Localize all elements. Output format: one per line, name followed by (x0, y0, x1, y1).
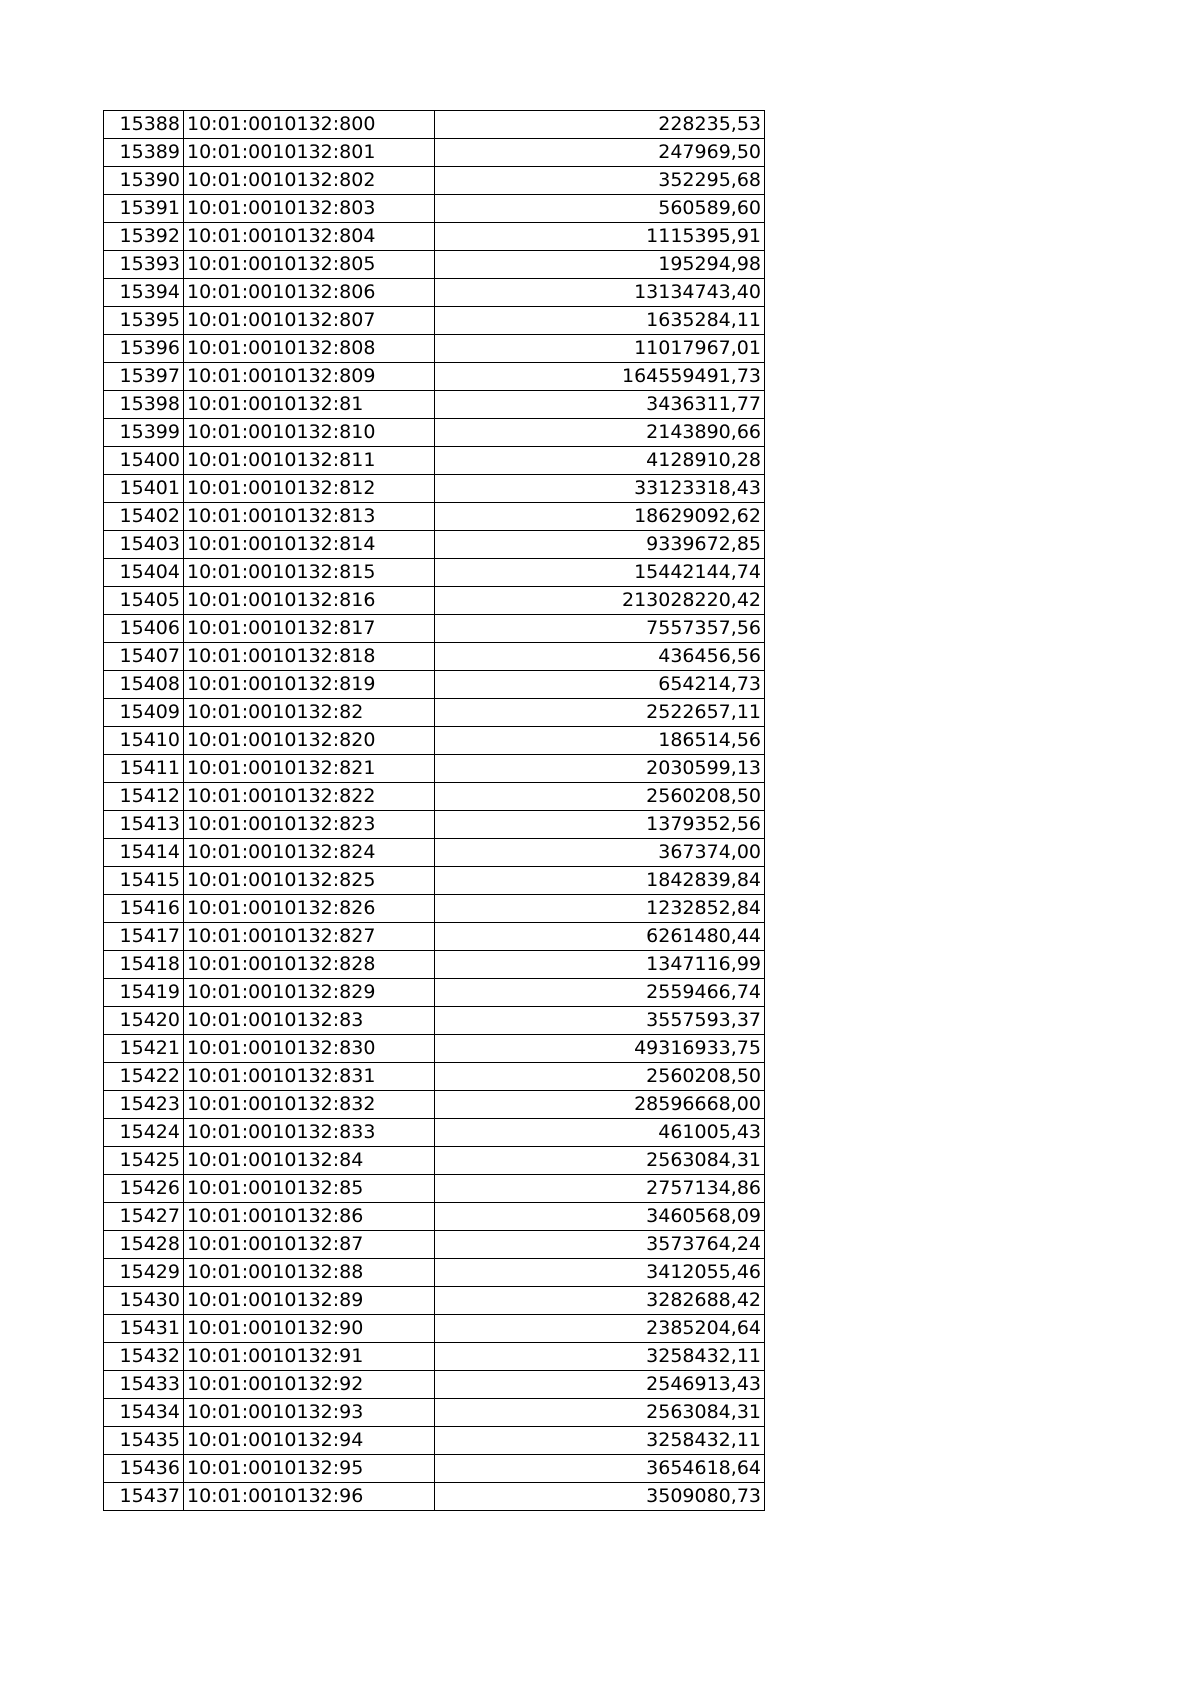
table-row (104, 923, 765, 951)
cadastral-value-cell: 2560208,50 (435, 783, 765, 811)
table-row (104, 447, 765, 475)
table-row (104, 195, 765, 223)
cadastral-number-cell: 10:01:0010132:85 (184, 1175, 435, 1203)
row-number-cell: 15394 (104, 279, 184, 307)
cadastral-number-cell: 10:01:0010132:828 (184, 951, 435, 979)
row-number-cell: 15400 (104, 447, 184, 475)
cadastral-value-cell: 1347116,99 (435, 951, 765, 979)
row-number-cell: 15432 (104, 1343, 184, 1371)
row-number-cell: 15435 (104, 1427, 184, 1455)
row-number-cell: 15421 (104, 1035, 184, 1063)
table-row (104, 1147, 765, 1175)
cadastral-number-cell: 10:01:0010132:826 (184, 895, 435, 923)
cadastral-value-cell: 1115395,91 (435, 223, 765, 251)
cadastral-number-cell: 10:01:0010132:803 (184, 195, 435, 223)
cadastral-value-cell: 1635284,11 (435, 307, 765, 335)
row-number-cell: 15422 (104, 1063, 184, 1091)
row-number-cell: 15429 (104, 1259, 184, 1287)
cadastral-number-cell: 10:01:0010132:822 (184, 783, 435, 811)
cadastral-value-cell: 436456,56 (435, 643, 765, 671)
row-number-cell: 15437 (104, 1483, 184, 1511)
table-row (104, 643, 765, 671)
cadastral-number-cell: 10:01:0010132:806 (184, 279, 435, 307)
cadastral-number-cell: 10:01:0010132:819 (184, 671, 435, 699)
table-row (104, 111, 765, 139)
cadastral-number-cell: 10:01:0010132:92 (184, 1371, 435, 1399)
table-row (104, 531, 765, 559)
row-number-cell: 15414 (104, 839, 184, 867)
cadastral-number-cell: 10:01:0010132:831 (184, 1063, 435, 1091)
cadastral-number-cell: 10:01:0010132:821 (184, 755, 435, 783)
cadastral-value-cell: 49316933,75 (435, 1035, 765, 1063)
cadastral-number-cell: 10:01:0010132:801 (184, 139, 435, 167)
table-row (104, 755, 765, 783)
cadastral-number-cell: 10:01:0010132:815 (184, 559, 435, 587)
table-row (104, 1203, 765, 1231)
cadastral-number-cell: 10:01:0010132:812 (184, 475, 435, 503)
row-number-cell: 15398 (104, 391, 184, 419)
cadastral-number-cell: 10:01:0010132:804 (184, 223, 435, 251)
cadastral-value-cell: 3258432,11 (435, 1427, 765, 1455)
table-row (104, 419, 765, 447)
cadastral-number-cell: 10:01:0010132:832 (184, 1091, 435, 1119)
cadastral-value-cell: 2522657,11 (435, 699, 765, 727)
row-number-cell: 15426 (104, 1175, 184, 1203)
cadastral-number-cell: 10:01:0010132:824 (184, 839, 435, 867)
table-row (104, 783, 765, 811)
row-number-cell: 15416 (104, 895, 184, 923)
table-row (104, 867, 765, 895)
cadastral-value-cell: 15442144,74 (435, 559, 765, 587)
cadastral-value-cell: 247969,50 (435, 139, 765, 167)
cadastral-number-cell: 10:01:0010132:827 (184, 923, 435, 951)
table-row (104, 671, 765, 699)
table-row (104, 1455, 765, 1483)
cadastral-value-cell: 195294,98 (435, 251, 765, 279)
cadastral-value-cell: 3412055,46 (435, 1259, 765, 1287)
row-number-cell: 15423 (104, 1091, 184, 1119)
cadastral-number-cell: 10:01:0010132:833 (184, 1119, 435, 1147)
cadastral-value-cell: 367374,00 (435, 839, 765, 867)
table-row (104, 1259, 765, 1287)
row-number-cell: 15409 (104, 699, 184, 727)
cadastral-value-table (103, 110, 765, 1511)
cadastral-value-cell: 186514,56 (435, 727, 765, 755)
row-number-cell: 15436 (104, 1455, 184, 1483)
row-number-cell: 15401 (104, 475, 184, 503)
cadastral-value-cell: 228235,53 (435, 111, 765, 139)
row-number-cell: 15406 (104, 615, 184, 643)
cadastral-number-cell: 10:01:0010132:95 (184, 1455, 435, 1483)
cadastral-value-cell: 3557593,37 (435, 1007, 765, 1035)
cadastral-number-cell: 10:01:0010132:811 (184, 447, 435, 475)
row-number-cell: 15403 (104, 531, 184, 559)
row-number-cell: 15428 (104, 1231, 184, 1259)
table-row (104, 223, 765, 251)
cadastral-value-cell: 2559466,74 (435, 979, 765, 1007)
cadastral-value-cell: 2385204,64 (435, 1315, 765, 1343)
cadastral-number-cell: 10:01:0010132:800 (184, 111, 435, 139)
row-number-cell: 15395 (104, 307, 184, 335)
table-row (104, 251, 765, 279)
cadastral-number-cell: 10:01:0010132:82 (184, 699, 435, 727)
table-body (104, 111, 765, 1511)
cadastral-value-cell: 2546913,43 (435, 1371, 765, 1399)
row-number-cell: 15405 (104, 587, 184, 615)
table-row (104, 279, 765, 307)
table-row (104, 951, 765, 979)
row-number-cell: 15431 (104, 1315, 184, 1343)
row-number-cell: 15418 (104, 951, 184, 979)
row-number-cell: 15407 (104, 643, 184, 671)
cadastral-value-cell: 2560208,50 (435, 1063, 765, 1091)
table-row (104, 1119, 765, 1147)
cadastral-number-cell: 10:01:0010132:89 (184, 1287, 435, 1315)
row-number-cell: 15430 (104, 1287, 184, 1315)
cadastral-value-cell: 3654618,64 (435, 1455, 765, 1483)
cadastral-number-cell: 10:01:0010132:94 (184, 1427, 435, 1455)
table-row (104, 1231, 765, 1259)
row-number-cell: 15391 (104, 195, 184, 223)
table-row (104, 503, 765, 531)
row-number-cell: 15396 (104, 335, 184, 363)
cadastral-value-cell: 3509080,73 (435, 1483, 765, 1511)
cadastral-number-cell: 10:01:0010132:802 (184, 167, 435, 195)
table-row (104, 1427, 765, 1455)
table-row (104, 1343, 765, 1371)
row-number-cell: 15413 (104, 811, 184, 839)
cadastral-value-cell: 164559491,73 (435, 363, 765, 391)
row-number-cell: 15388 (104, 111, 184, 139)
row-number-cell: 15402 (104, 503, 184, 531)
row-number-cell: 15397 (104, 363, 184, 391)
table-row (104, 615, 765, 643)
cadastral-value-cell: 1379352,56 (435, 811, 765, 839)
table-row (104, 699, 765, 727)
cadastral-value-cell: 13134743,40 (435, 279, 765, 307)
cadastral-value-cell: 28596668,00 (435, 1091, 765, 1119)
table-row (104, 559, 765, 587)
table-row (104, 839, 765, 867)
cadastral-number-cell: 10:01:0010132:84 (184, 1147, 435, 1175)
cadastral-number-cell: 10:01:0010132:829 (184, 979, 435, 1007)
table-row (104, 1371, 765, 1399)
table-row (104, 727, 765, 755)
table-row (104, 307, 765, 335)
cadastral-number-cell: 10:01:0010132:830 (184, 1035, 435, 1063)
cadastral-number-cell: 10:01:0010132:807 (184, 307, 435, 335)
row-number-cell: 15417 (104, 923, 184, 951)
cadastral-number-cell: 10:01:0010132:808 (184, 335, 435, 363)
cadastral-number-cell: 10:01:0010132:814 (184, 531, 435, 559)
table-row (104, 1063, 765, 1091)
table-row (104, 979, 765, 1007)
cadastral-value-cell: 3282688,42 (435, 1287, 765, 1315)
cadastral-value-cell: 18629092,62 (435, 503, 765, 531)
row-number-cell: 15410 (104, 727, 184, 755)
row-number-cell: 15393 (104, 251, 184, 279)
cadastral-value-cell: 2757134,86 (435, 1175, 765, 1203)
cadastral-number-cell: 10:01:0010132:820 (184, 727, 435, 755)
table-row (104, 1399, 765, 1427)
table-row (104, 363, 765, 391)
cadastral-value-cell: 4128910,28 (435, 447, 765, 475)
cadastral-number-cell: 10:01:0010132:86 (184, 1203, 435, 1231)
table-row (104, 139, 765, 167)
cadastral-number-cell: 10:01:0010132:813 (184, 503, 435, 531)
cadastral-value-cell: 560589,60 (435, 195, 765, 223)
table-row (104, 1315, 765, 1343)
cadastral-number-cell: 10:01:0010132:816 (184, 587, 435, 615)
cadastral-value-cell: 1842839,84 (435, 867, 765, 895)
row-number-cell: 15433 (104, 1371, 184, 1399)
cadastral-number-cell: 10:01:0010132:83 (184, 1007, 435, 1035)
row-number-cell: 15389 (104, 139, 184, 167)
cadastral-number-cell: 10:01:0010132:87 (184, 1231, 435, 1259)
cadastral-number-cell: 10:01:0010132:81 (184, 391, 435, 419)
row-number-cell: 15415 (104, 867, 184, 895)
row-number-cell: 15424 (104, 1119, 184, 1147)
table-row (104, 895, 765, 923)
row-number-cell: 15420 (104, 1007, 184, 1035)
cadastral-number-cell: 10:01:0010132:823 (184, 811, 435, 839)
cadastral-value-cell: 3258432,11 (435, 1343, 765, 1371)
cadastral-value-cell: 461005,43 (435, 1119, 765, 1147)
table-row (104, 167, 765, 195)
row-number-cell: 15390 (104, 167, 184, 195)
cadastral-number-cell: 10:01:0010132:91 (184, 1343, 435, 1371)
cadastral-value-cell: 213028220,42 (435, 587, 765, 615)
cadastral-value-cell: 2030599,13 (435, 755, 765, 783)
cadastral-number-cell: 10:01:0010132:93 (184, 1399, 435, 1427)
table-row (104, 475, 765, 503)
row-number-cell: 15399 (104, 419, 184, 447)
cadastral-value-cell: 2563084,31 (435, 1147, 765, 1175)
cadastral-value-cell: 3460568,09 (435, 1203, 765, 1231)
table-row (104, 391, 765, 419)
cadastral-value-cell: 9339672,85 (435, 531, 765, 559)
table-row (104, 335, 765, 363)
cadastral-value-cell: 6261480,44 (435, 923, 765, 951)
cadastral-number-cell: 10:01:0010132:817 (184, 615, 435, 643)
table-row (104, 1091, 765, 1119)
cadastral-number-cell: 10:01:0010132:90 (184, 1315, 435, 1343)
table-row (104, 1035, 765, 1063)
cadastral-number-cell: 10:01:0010132:810 (184, 419, 435, 447)
table-row (104, 1287, 765, 1315)
row-number-cell: 15408 (104, 671, 184, 699)
cadastral-value-cell: 654214,73 (435, 671, 765, 699)
row-number-cell: 15404 (104, 559, 184, 587)
cadastral-value-cell: 3436311,77 (435, 391, 765, 419)
row-number-cell: 15411 (104, 755, 184, 783)
row-number-cell: 15434 (104, 1399, 184, 1427)
cadastral-number-cell: 10:01:0010132:805 (184, 251, 435, 279)
cadastral-value-cell: 11017967,01 (435, 335, 765, 363)
cadastral-number-cell: 10:01:0010132:96 (184, 1483, 435, 1511)
cadastral-value-cell: 33123318,43 (435, 475, 765, 503)
row-number-cell: 15419 (104, 979, 184, 1007)
cadastral-number-cell: 10:01:0010132:825 (184, 867, 435, 895)
cadastral-value-cell: 7557357,56 (435, 615, 765, 643)
row-number-cell: 15427 (104, 1203, 184, 1231)
row-number-cell: 15412 (104, 783, 184, 811)
row-number-cell: 15425 (104, 1147, 184, 1175)
cadastral-number-cell: 10:01:0010132:809 (184, 363, 435, 391)
cadastral-number-cell: 10:01:0010132:88 (184, 1259, 435, 1287)
cadastral-number-cell: 10:01:0010132:818 (184, 643, 435, 671)
table-row (104, 1007, 765, 1035)
cadastral-value-cell: 2563084,31 (435, 1399, 765, 1427)
cadastral-value-cell: 352295,68 (435, 167, 765, 195)
cadastral-value-cell: 1232852,84 (435, 895, 765, 923)
table-row (104, 1175, 765, 1203)
table-row (104, 587, 765, 615)
table-row (104, 811, 765, 839)
row-number-cell: 15392 (104, 223, 184, 251)
cadastral-value-cell: 3573764,24 (435, 1231, 765, 1259)
table-row (104, 1483, 765, 1511)
cadastral-value-cell: 2143890,66 (435, 419, 765, 447)
